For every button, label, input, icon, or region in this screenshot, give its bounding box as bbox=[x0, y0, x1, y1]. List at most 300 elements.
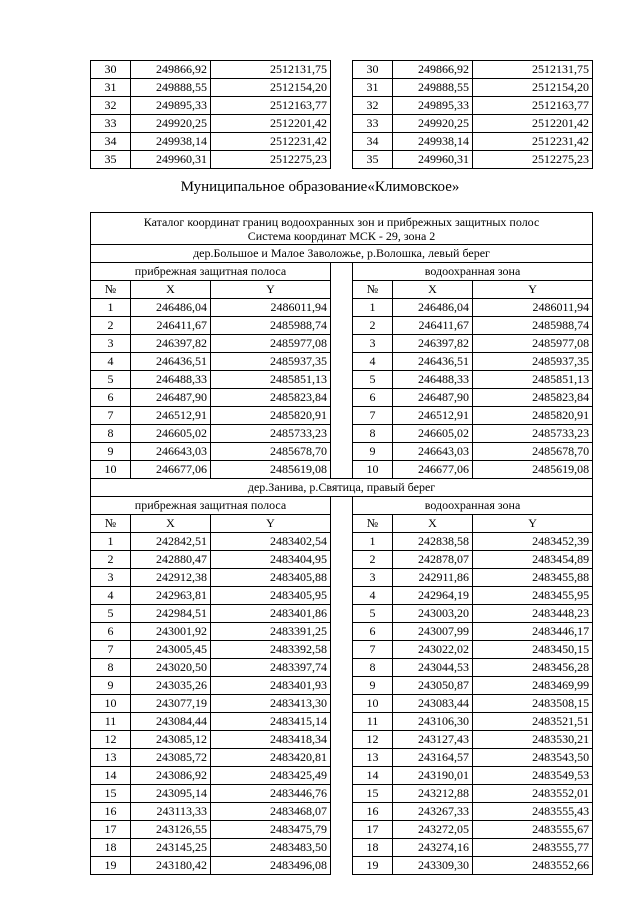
x-cell: 243086,92 bbox=[131, 767, 211, 785]
x-cell: 243106,30 bbox=[393, 713, 473, 731]
y-cell: 2486011,94 bbox=[473, 299, 593, 317]
y-cell: 2512275,23 bbox=[211, 151, 331, 169]
y-cell: 2483401,86 bbox=[211, 605, 331, 623]
x-cell: 249960,31 bbox=[393, 151, 473, 169]
municipality-title: Муниципальное образование«Климовское» bbox=[180, 179, 460, 195]
table-row bbox=[91, 659, 593, 677]
column-gap bbox=[331, 659, 353, 677]
point-number-cell: 14 bbox=[353, 767, 393, 785]
y-cell: 2485823,84 bbox=[211, 389, 331, 407]
column-gap bbox=[331, 713, 353, 731]
column-gap bbox=[331, 79, 353, 97]
column-gap bbox=[331, 641, 353, 659]
x-cell: 249888,55 bbox=[131, 79, 211, 97]
table-row bbox=[91, 569, 593, 587]
x-cell: 242963,81 bbox=[131, 587, 211, 605]
table-row bbox=[91, 605, 593, 623]
y-cell: 2485678,70 bbox=[211, 443, 331, 461]
point-number-cell: 6 bbox=[353, 623, 393, 641]
point-number-cell: 18 bbox=[353, 839, 393, 857]
point-number-cell: 11 bbox=[353, 713, 393, 731]
point-number-cell: 18 bbox=[91, 839, 131, 857]
column-gap bbox=[331, 407, 353, 425]
x-cell: 246643,03 bbox=[131, 443, 211, 461]
x-cell: 242878,07 bbox=[393, 551, 473, 569]
y-cell: 2485937,35 bbox=[473, 353, 593, 371]
y-cell: 2512154,20 bbox=[473, 79, 593, 97]
y-cell: 2483413,30 bbox=[211, 695, 331, 713]
point-number-cell: 31 bbox=[91, 79, 131, 97]
y-cell: 2485988,74 bbox=[473, 317, 593, 335]
y-cell: 2485823,84 bbox=[473, 389, 593, 407]
x-cell: 249895,33 bbox=[393, 97, 473, 115]
table-row bbox=[91, 461, 593, 479]
column-gap bbox=[331, 151, 353, 169]
table-row bbox=[91, 425, 593, 443]
column-header-x: X bbox=[393, 515, 473, 533]
point-number-cell: 8 bbox=[353, 659, 393, 677]
x-cell: 243164,57 bbox=[393, 749, 473, 767]
point-number-cell: 11 bbox=[91, 713, 131, 731]
point-number-cell: 2 bbox=[91, 317, 131, 335]
y-cell: 2485619,08 bbox=[473, 461, 593, 479]
x-cell: 246488,33 bbox=[131, 371, 211, 389]
column-gap bbox=[331, 695, 353, 713]
coordinate-catalog-table bbox=[90, 212, 593, 875]
table-row bbox=[91, 803, 593, 821]
y-cell: 2483425,49 bbox=[211, 767, 331, 785]
point-number-cell: 9 bbox=[91, 443, 131, 461]
y-cell: 2483450,15 bbox=[473, 641, 593, 659]
column-gap bbox=[331, 821, 353, 839]
column-gap bbox=[331, 749, 353, 767]
column-gap bbox=[331, 533, 353, 551]
table-row bbox=[91, 389, 593, 407]
top-coordinates-table bbox=[90, 60, 593, 169]
y-cell: 2483508,15 bbox=[473, 695, 593, 713]
column-gap bbox=[331, 497, 353, 515]
table-row bbox=[91, 749, 593, 767]
column-header-row bbox=[91, 281, 593, 299]
x-cell: 243001,92 bbox=[131, 623, 211, 641]
column-gap bbox=[331, 623, 353, 641]
x-cell: 246397,82 bbox=[131, 335, 211, 353]
column-header-x: X bbox=[131, 281, 211, 299]
zone-label-left: прибрежная защитная полоса bbox=[91, 497, 331, 515]
point-number-cell: 1 bbox=[353, 533, 393, 551]
point-number-cell: 7 bbox=[91, 641, 131, 659]
y-cell: 2483404,95 bbox=[211, 551, 331, 569]
table-row bbox=[91, 353, 593, 371]
catalog-title-row bbox=[91, 213, 593, 245]
x-cell: 243113,33 bbox=[131, 803, 211, 821]
table-row bbox=[91, 115, 593, 133]
x-cell: 246486,04 bbox=[131, 299, 211, 317]
point-number-cell: 9 bbox=[353, 677, 393, 695]
table-row bbox=[91, 317, 593, 335]
point-number-cell: 9 bbox=[353, 443, 393, 461]
table-row bbox=[91, 443, 593, 461]
x-cell: 242912,38 bbox=[131, 569, 211, 587]
table-row bbox=[91, 785, 593, 803]
point-number-cell: 19 bbox=[353, 857, 393, 875]
y-cell: 2485733,23 bbox=[211, 425, 331, 443]
y-cell: 2485820,91 bbox=[473, 407, 593, 425]
y-cell: 2483555,43 bbox=[473, 803, 593, 821]
column-gap bbox=[331, 569, 353, 587]
y-cell: 2486011,94 bbox=[211, 299, 331, 317]
x-cell: 246397,82 bbox=[393, 335, 473, 353]
x-cell: 249920,25 bbox=[393, 115, 473, 133]
point-number-cell: 4 bbox=[353, 353, 393, 371]
y-cell: 2483402,54 bbox=[211, 533, 331, 551]
x-cell: 243083,44 bbox=[393, 695, 473, 713]
x-cell: 246677,06 bbox=[131, 461, 211, 479]
point-number-cell: 2 bbox=[353, 317, 393, 335]
table-row bbox=[91, 61, 593, 79]
x-cell: 249938,14 bbox=[393, 133, 473, 151]
column-gap bbox=[331, 461, 353, 479]
x-cell: 243212,88 bbox=[393, 785, 473, 803]
point-number-cell: 16 bbox=[91, 803, 131, 821]
point-number-cell: 10 bbox=[91, 461, 131, 479]
table-row bbox=[91, 821, 593, 839]
y-cell: 2483391,25 bbox=[211, 623, 331, 641]
zone-header-row bbox=[91, 497, 593, 515]
section-location-row bbox=[91, 245, 593, 263]
point-number-cell: 13 bbox=[353, 749, 393, 767]
y-cell: 2483454,89 bbox=[473, 551, 593, 569]
x-cell: 246436,51 bbox=[131, 353, 211, 371]
y-cell: 2512154,20 bbox=[211, 79, 331, 97]
point-number-cell: 5 bbox=[353, 605, 393, 623]
point-number-cell: 6 bbox=[91, 623, 131, 641]
y-cell: 2485937,35 bbox=[211, 353, 331, 371]
x-cell: 243077,19 bbox=[131, 695, 211, 713]
point-number-cell: 5 bbox=[91, 371, 131, 389]
x-cell: 243095,14 bbox=[131, 785, 211, 803]
y-cell: 2483420,81 bbox=[211, 749, 331, 767]
x-cell: 243085,12 bbox=[131, 731, 211, 749]
x-cell: 246436,51 bbox=[393, 353, 473, 371]
point-number-cell: 10 bbox=[353, 695, 393, 713]
point-number-cell: 30 bbox=[353, 61, 393, 79]
y-cell: 2483552,66 bbox=[473, 857, 593, 875]
table-row bbox=[91, 371, 593, 389]
y-cell: 2483456,28 bbox=[473, 659, 593, 677]
column-header-x: X bbox=[393, 281, 473, 299]
point-number-cell: 6 bbox=[91, 389, 131, 407]
point-number-cell: 30 bbox=[91, 61, 131, 79]
y-cell: 2512163,77 bbox=[473, 97, 593, 115]
point-number-cell: 9 bbox=[91, 677, 131, 695]
point-number-cell: 31 bbox=[353, 79, 393, 97]
table-row bbox=[91, 551, 593, 569]
point-number-cell: 8 bbox=[353, 425, 393, 443]
x-cell: 242964,19 bbox=[393, 587, 473, 605]
column-gap bbox=[331, 551, 353, 569]
y-cell: 2483446,17 bbox=[473, 623, 593, 641]
x-cell: 242984,51 bbox=[131, 605, 211, 623]
point-number-cell: 5 bbox=[353, 371, 393, 389]
point-number-cell: 5 bbox=[91, 605, 131, 623]
x-cell: 246411,67 bbox=[131, 317, 211, 335]
x-cell: 243022,02 bbox=[393, 641, 473, 659]
point-number-cell: 10 bbox=[353, 461, 393, 479]
point-number-cell: 3 bbox=[91, 335, 131, 353]
column-gap bbox=[331, 281, 353, 299]
x-cell: 246411,67 bbox=[393, 317, 473, 335]
y-cell: 2512131,75 bbox=[473, 61, 593, 79]
point-number-cell: 19 bbox=[91, 857, 131, 875]
table-row bbox=[91, 677, 593, 695]
x-cell: 246487,90 bbox=[131, 389, 211, 407]
x-cell: 246487,90 bbox=[393, 389, 473, 407]
column-gap bbox=[331, 389, 353, 407]
point-number-cell: 12 bbox=[353, 731, 393, 749]
x-cell: 243274,16 bbox=[393, 839, 473, 857]
table-row bbox=[91, 407, 593, 425]
column-gap bbox=[331, 587, 353, 605]
point-number-cell: 7 bbox=[353, 641, 393, 659]
column-gap bbox=[331, 803, 353, 821]
point-number-cell: 33 bbox=[353, 115, 393, 133]
y-cell: 2483555,77 bbox=[473, 839, 593, 857]
column-gap bbox=[331, 115, 353, 133]
x-cell: 243005,45 bbox=[131, 641, 211, 659]
point-number-cell: 4 bbox=[353, 587, 393, 605]
x-cell: 243180,42 bbox=[131, 857, 211, 875]
section-location: дер.Большое и Малое Заволожье, р.Волошка, левый берег bbox=[91, 245, 593, 263]
column-gap bbox=[331, 785, 353, 803]
zone-label-left: прибрежная защитная полоса bbox=[91, 263, 331, 281]
y-cell: 2512201,42 bbox=[473, 115, 593, 133]
x-cell: 246605,02 bbox=[393, 425, 473, 443]
y-cell: 2483521,51 bbox=[473, 713, 593, 731]
y-cell: 2483469,99 bbox=[473, 677, 593, 695]
x-cell: 249895,33 bbox=[131, 97, 211, 115]
y-cell: 2483552,01 bbox=[473, 785, 593, 803]
column-gap bbox=[331, 857, 353, 875]
x-cell: 243044,53 bbox=[393, 659, 473, 677]
catalog-title-line2: Система координат МСК - 29, зона 2 bbox=[247, 228, 436, 243]
y-cell: 2483415,14 bbox=[211, 713, 331, 731]
y-cell: 2483405,88 bbox=[211, 569, 331, 587]
y-cell: 2485851,13 bbox=[211, 371, 331, 389]
y-cell: 2483401,93 bbox=[211, 677, 331, 695]
table-row bbox=[91, 713, 593, 731]
x-cell: 243050,87 bbox=[393, 677, 473, 695]
y-cell: 2485678,70 bbox=[473, 443, 593, 461]
y-cell: 2483475,79 bbox=[211, 821, 331, 839]
point-number-cell: 2 bbox=[353, 551, 393, 569]
y-cell: 2483392,58 bbox=[211, 641, 331, 659]
table-row bbox=[91, 767, 593, 785]
table-row bbox=[91, 151, 593, 169]
y-cell: 2485820,91 bbox=[211, 407, 331, 425]
point-number-cell: 35 bbox=[91, 151, 131, 169]
point-number-cell: 35 bbox=[353, 151, 393, 169]
column-gap bbox=[331, 443, 353, 461]
x-cell: 243145,25 bbox=[131, 839, 211, 857]
x-cell: 243003,20 bbox=[393, 605, 473, 623]
x-cell: 243272,05 bbox=[393, 821, 473, 839]
section-location: дер.Занива, р.Святица, правый берег bbox=[91, 479, 593, 497]
y-cell: 2483452,39 bbox=[473, 533, 593, 551]
x-cell: 242838,58 bbox=[393, 533, 473, 551]
zone-label-right: водоохранная зона bbox=[353, 497, 593, 515]
point-number-cell: 3 bbox=[353, 335, 393, 353]
y-cell: 2483448,23 bbox=[473, 605, 593, 623]
column-header-y: Y bbox=[473, 281, 593, 299]
point-number-cell: 17 bbox=[353, 821, 393, 839]
y-cell: 2512163,77 bbox=[211, 97, 331, 115]
point-number-cell: 3 bbox=[353, 569, 393, 587]
point-number-cell: 6 bbox=[353, 389, 393, 407]
column-gap bbox=[331, 299, 353, 317]
column-header-no: № bbox=[353, 281, 393, 299]
y-cell: 2483418,34 bbox=[211, 731, 331, 749]
point-number-cell: 12 bbox=[91, 731, 131, 749]
table-row bbox=[91, 641, 593, 659]
x-cell: 246643,03 bbox=[393, 443, 473, 461]
point-number-cell: 17 bbox=[91, 821, 131, 839]
catalog-title bbox=[91, 213, 593, 245]
x-cell: 242880,47 bbox=[131, 551, 211, 569]
y-cell: 2483555,67 bbox=[473, 821, 593, 839]
column-gap bbox=[331, 767, 353, 785]
column-gap bbox=[331, 371, 353, 389]
column-gap bbox=[331, 335, 353, 353]
point-number-cell: 8 bbox=[91, 425, 131, 443]
column-header-y: Y bbox=[473, 515, 593, 533]
column-header-y: Y bbox=[211, 515, 331, 533]
point-number-cell: 3 bbox=[91, 569, 131, 587]
point-number-cell: 32 bbox=[353, 97, 393, 115]
y-cell: 2512131,75 bbox=[211, 61, 331, 79]
table-row bbox=[91, 587, 593, 605]
point-number-cell: 34 bbox=[91, 133, 131, 151]
x-cell: 249866,92 bbox=[131, 61, 211, 79]
y-cell: 2483446,76 bbox=[211, 785, 331, 803]
x-cell: 243020,50 bbox=[131, 659, 211, 677]
column-header-no: № bbox=[91, 281, 131, 299]
x-cell: 246512,91 bbox=[393, 407, 473, 425]
y-cell: 2485851,13 bbox=[473, 371, 593, 389]
y-cell: 2483543,50 bbox=[473, 749, 593, 767]
point-number-cell: 16 bbox=[353, 803, 393, 821]
x-cell: 243007,99 bbox=[393, 623, 473, 641]
x-cell: 249920,25 bbox=[131, 115, 211, 133]
column-gap bbox=[331, 353, 353, 371]
y-cell: 2483496,08 bbox=[211, 857, 331, 875]
x-cell: 246677,06 bbox=[393, 461, 473, 479]
x-cell: 249866,92 bbox=[393, 61, 473, 79]
x-cell: 249888,55 bbox=[393, 79, 473, 97]
y-cell: 2512275,23 bbox=[473, 151, 593, 169]
y-cell: 2483397,74 bbox=[211, 659, 331, 677]
x-cell: 243035,26 bbox=[131, 677, 211, 695]
x-cell: 242842,51 bbox=[131, 533, 211, 551]
column-gap bbox=[331, 605, 353, 623]
column-gap bbox=[331, 425, 353, 443]
column-header-no: № bbox=[91, 515, 131, 533]
point-number-cell: 7 bbox=[91, 407, 131, 425]
x-cell: 243126,55 bbox=[131, 821, 211, 839]
table-row bbox=[91, 335, 593, 353]
point-number-cell: 1 bbox=[353, 299, 393, 317]
point-number-cell: 13 bbox=[91, 749, 131, 767]
x-cell: 246486,04 bbox=[393, 299, 473, 317]
table-row bbox=[91, 133, 593, 151]
point-number-cell: 4 bbox=[91, 587, 131, 605]
column-header-row bbox=[91, 515, 593, 533]
point-number-cell: 14 bbox=[91, 767, 131, 785]
catalog-title-line1: Каталог координат границ водоохранных зон и прибрежных защитных полос bbox=[143, 214, 540, 229]
y-cell: 2483405,95 bbox=[211, 587, 331, 605]
table-row bbox=[91, 839, 593, 857]
point-number-cell: 15 bbox=[91, 785, 131, 803]
column-gap bbox=[331, 317, 353, 335]
x-cell: 243309,30 bbox=[393, 857, 473, 875]
point-number-cell: 8 bbox=[91, 659, 131, 677]
point-number-cell: 34 bbox=[353, 133, 393, 151]
column-header-x: X bbox=[131, 515, 211, 533]
column-header-y: Y bbox=[211, 281, 331, 299]
point-number-cell: 1 bbox=[91, 533, 131, 551]
x-cell: 242911,86 bbox=[393, 569, 473, 587]
y-cell: 2483455,95 bbox=[473, 587, 593, 605]
y-cell: 2483468,07 bbox=[211, 803, 331, 821]
section-location-row bbox=[91, 479, 593, 497]
x-cell: 249960,31 bbox=[131, 151, 211, 169]
y-cell: 2485733,23 bbox=[473, 425, 593, 443]
point-number-cell: 1 bbox=[91, 299, 131, 317]
column-gap bbox=[331, 61, 353, 79]
x-cell: 243190,01 bbox=[393, 767, 473, 785]
point-number-cell: 4 bbox=[91, 353, 131, 371]
x-cell: 243084,44 bbox=[131, 713, 211, 731]
y-cell: 2485977,08 bbox=[473, 335, 593, 353]
column-gap bbox=[331, 133, 353, 151]
y-cell: 2483483,50 bbox=[211, 839, 331, 857]
table-row bbox=[91, 79, 593, 97]
y-cell: 2485619,08 bbox=[211, 461, 331, 479]
point-number-cell: 33 bbox=[91, 115, 131, 133]
point-number-cell: 15 bbox=[353, 785, 393, 803]
point-number-cell: 2 bbox=[91, 551, 131, 569]
y-cell: 2483530,21 bbox=[473, 731, 593, 749]
column-gap bbox=[331, 97, 353, 115]
x-cell: 243085,72 bbox=[131, 749, 211, 767]
x-cell: 246605,02 bbox=[131, 425, 211, 443]
x-cell: 243127,43 bbox=[393, 731, 473, 749]
column-gap bbox=[331, 263, 353, 281]
x-cell: 249938,14 bbox=[131, 133, 211, 151]
point-number-cell: 10 bbox=[91, 695, 131, 713]
column-gap bbox=[331, 677, 353, 695]
point-number-cell: 7 bbox=[353, 407, 393, 425]
x-cell: 246512,91 bbox=[131, 407, 211, 425]
table-row bbox=[91, 299, 593, 317]
x-cell: 246488,33 bbox=[393, 371, 473, 389]
column-gap bbox=[331, 515, 353, 533]
zone-label-right: водоохранная зона bbox=[353, 263, 593, 281]
table-row bbox=[91, 623, 593, 641]
table-row bbox=[91, 731, 593, 749]
table-row bbox=[91, 533, 593, 551]
y-cell: 2483455,88 bbox=[473, 569, 593, 587]
